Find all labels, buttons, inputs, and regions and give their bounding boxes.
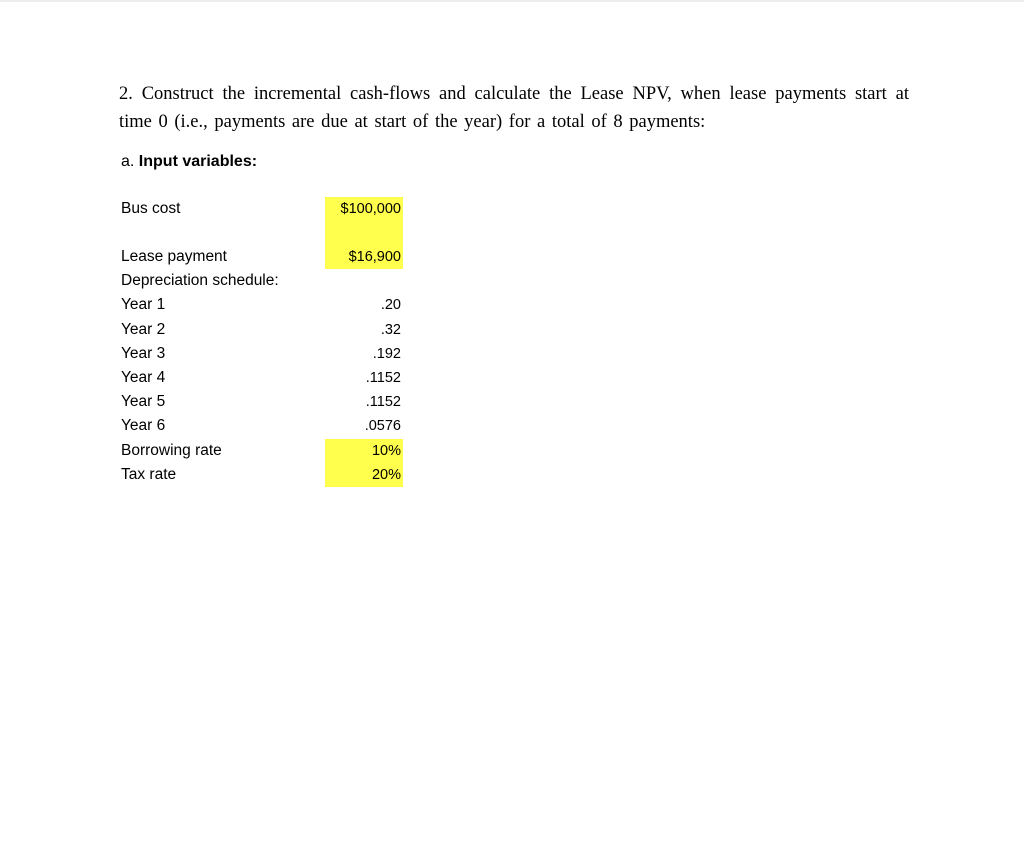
year-3-label: Year 3 (121, 345, 166, 362)
tax-rate-label: Tax rate (121, 466, 177, 483)
year-1-label: Year 1 (121, 296, 166, 313)
year-6-value[interactable]: .0576 (364, 418, 401, 434)
question-text: 2. Construct the incremental cash-flows and calculate the Lease NPV, when lease payments start at time 0 (i.e., payments are due at start of the year) for a total of 8 payments: (119, 84, 909, 132)
year-4-label: Year 4 (121, 369, 166, 386)
lease-payment-value[interactable]: $16,900 (325, 245, 403, 269)
bus-cost-label: Bus cost (121, 200, 181, 217)
year-2-label: Year 2 (121, 321, 166, 338)
bus-cost-value[interactable]: $100,000 (325, 197, 403, 221)
year-6-label: Year 6 (121, 417, 166, 434)
year-2-value[interactable]: .32 (380, 322, 401, 338)
tax-rate-value[interactable]: 20% (325, 463, 403, 487)
year-1-value[interactable]: .20 (380, 297, 401, 313)
section-title: Input variables: (138, 153, 258, 170)
borrowing-rate-label: Borrowing rate (121, 442, 222, 459)
year-3-value[interactable]: .192 (372, 346, 401, 362)
lease-payment-label: Lease payment (121, 248, 227, 265)
section-heading (121, 153, 257, 171)
year-4-value[interactable]: .1152 (365, 370, 401, 386)
section-prefix: a. (121, 153, 135, 170)
depreciation-schedule-label: Depreciation schedule: (121, 272, 279, 289)
year-5-label: Year 5 (121, 393, 166, 410)
borrowing-rate-value[interactable]: 10% (325, 439, 403, 463)
highlight-empty-cell (325, 221, 403, 245)
year-5-value[interactable]: .1152 (365, 394, 401, 410)
page-top-border (0, 0, 1024, 2)
